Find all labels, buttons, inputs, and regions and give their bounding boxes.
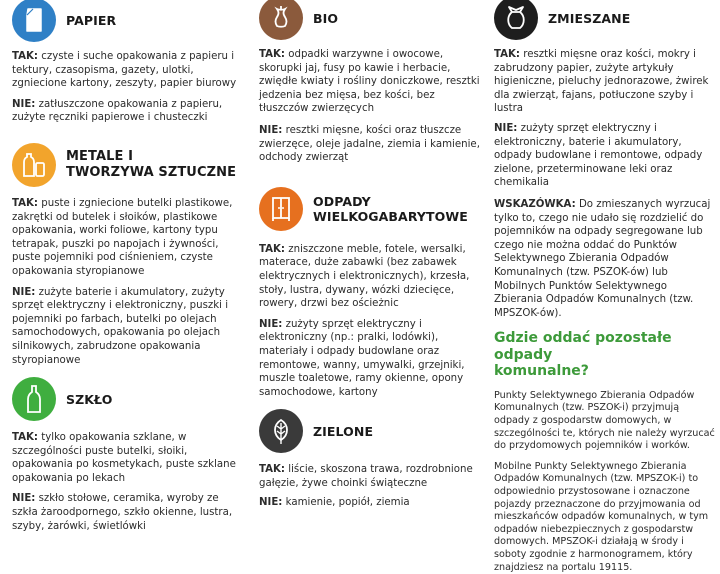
wskazowka-label: WSKAZÓWKA: <box>494 198 576 210</box>
szklo-nie-text: NIE: szkło stołowe, ceramika, wyroby ze szkła żaroodpornego, szkło okienne, lustra, szyby, żarówki, świetlówki <box>12 493 233 532</box>
zielone-nie-text: NIE: kamienie, popiół, ziemia <box>259 497 410 509</box>
column-middle <box>259 0 487 509</box>
column-left <box>12 0 246 532</box>
tak-label: TAK: <box>12 51 39 62</box>
gabaryty-title: ODPADY WIELKOGABARYTOWE <box>313 193 468 224</box>
gabaryty-header <box>259 187 487 231</box>
apple-core-icon <box>259 0 303 40</box>
trash-bag-icon <box>494 0 538 40</box>
papier-nie-text: NIE: zatłuszczone opakowania z papieru, zużyte ręczniki papierowe i chusteczki <box>12 98 223 124</box>
where-para-pszok: Punkty Selektywnego Zbierania Odpadów Komunalnych (tzw. PSZOK-i) przyjmują odpady z gospodarstw domowych, w szczególności te, których nie należy wyrzucać do przydomowych pojemników i worków. <box>494 389 715 452</box>
glass-bottle-icon <box>12 377 56 421</box>
metale-nie-text: NIE: zużyte baterie i akumulatory, zużyty sprzęt elektryczny i elektroniczny, puszki i pojemniki po farbach, butelki po olejach samochodowych, opakowania po olejach silnikowych, zabrudzone opakowania styropianowe <box>12 286 229 366</box>
szklo-title: SZKŁO <box>66 391 113 407</box>
zmieszane-nie-text: NIE: zużyty sprzęt elektryczny i elektroniczny, baterie i akumulatory, odpady budowlane i remontowe, odpady zielone, przeterminowane leki oraz chemikalia <box>494 122 703 189</box>
metale-header <box>12 143 246 187</box>
paper-icon <box>12 0 56 42</box>
papier-title: PAPIER <box>66 12 117 28</box>
bio-header <box>259 0 487 40</box>
where-heading: Gdzie oddać pozostałe odpady komunalne? <box>494 330 672 380</box>
wardrobe-icon <box>259 187 303 231</box>
zielone-header <box>259 409 487 453</box>
bio-nie-text: NIE: resztki mięsne, kości oraz tłuszcze zwierzęce, oleje jadalne, ziemia i kamienie, odchody zwierząt <box>259 124 480 164</box>
metale-title: METALE I TWORZYWA SZTUCZNE <box>66 148 237 180</box>
papier-header <box>12 0 246 42</box>
bio-tak-text: TAK: odpadki warzywne i owocowe, skorupki jaj, fusy po kawie i herbacie, zwiędłe kwiaty i rośliny doniczkowe, resztki jedzenia bez mięsa, bez kości, bez tłuszczów zwierzęcych <box>259 49 480 115</box>
zielone-title: ZIELONE <box>313 423 374 439</box>
zmieszane-title: ZMIESZANE <box>548 10 631 26</box>
papier-tak-text: TAK: czyste i suche opakowania z papieru i tektury, czasopisma, gazety, ulotki, zgniecione kartony, zeszyty, papier biurowy <box>12 51 237 90</box>
column-right <box>494 0 716 573</box>
bio-title: BIO <box>313 10 339 26</box>
where-para-mpszok: Mobilne Punkty Selektywnego Zbierania Odpadów Komunalnych (tzw. MPSZOK-i) to odpowiednio przystosowane i oznaczone pojazdy przeznaczone do przyjmowania od mieszkańców odpadów komunalnych, w tym odpadów niebezpiecznych z gospodarstw domowych. MPSZOK-i działają w środy i soboty zgodnie z harmonogramem, który znajdziesz na portalu 19115. <box>494 460 709 573</box>
nie-label: NIE: <box>12 98 36 110</box>
metale-tak-text: TAK: puste i zgniecione butelki plastikowe, zakrętki od butelek i słoików, plastikowe opakowania, worki foliowe, kartony typu tetrapak, puszki po napojach i żywności, puste pojemniki pod ciśnieniem, czyste opakowania styropianowe <box>12 197 233 277</box>
bottle-can-icon <box>12 143 56 187</box>
szklo-tak-text: TAK: tylko opakowania szklane, w szczególności puste butelki, słoiki, opakowania po kosmetykach, puste szklane opakowania po lekach <box>12 432 236 484</box>
zmieszane-tak-text: TAK: resztki mięsne oraz kości, mokry i zabrudzony papier, zużyte artykuły higieniczne, pieluchy jednorazowe, żwirek dla zwierząt, fajans, potłuczone szyby i lustra <box>494 49 709 115</box>
szklo-header <box>12 377 246 421</box>
zmieszane-hint-text: WSKAZÓWKA: Do zmieszanych wyrzucaj tylko to, czego nie udało się rozdzielić do pojemników na odpady segregowane lub czego nie można oddać do Punktów Selektywnego Zbierania Odpadów Komunalnych (tzw. PSZOK-ów) lub Mobilnych Punktów Selektywnego Zbierania Odpadów Komunalnych (tzw. MPSZOK-ów). <box>494 198 711 319</box>
leaf-icon <box>259 409 303 453</box>
zielone-tak-text: TAK: liście, skoszona trawa, rozdrobnione gałęzie, żywe choinki świąteczne <box>259 464 473 489</box>
gabaryty-nie-text: NIE: zużyty sprzęt elektryczny i elektroniczny (np.: pralki, lodówki), materiały i odpady budowlane oraz remontowe, wanny, umywalki, grzejniki, muszle toaletowe, ramy okienne, opony samochodowe, kartony <box>259 318 465 398</box>
zmieszane-header <box>494 0 716 40</box>
gabaryty-tak-text: TAK: zniszczone meble, fotele, wersalki, materace, duże zabawki (bez zabawek elektrycznych i elektronicznych), krzesła, stoły, lustra, dywany, wózki dziecięce, rowery, drzwi bez ościeżnic <box>259 243 470 310</box>
